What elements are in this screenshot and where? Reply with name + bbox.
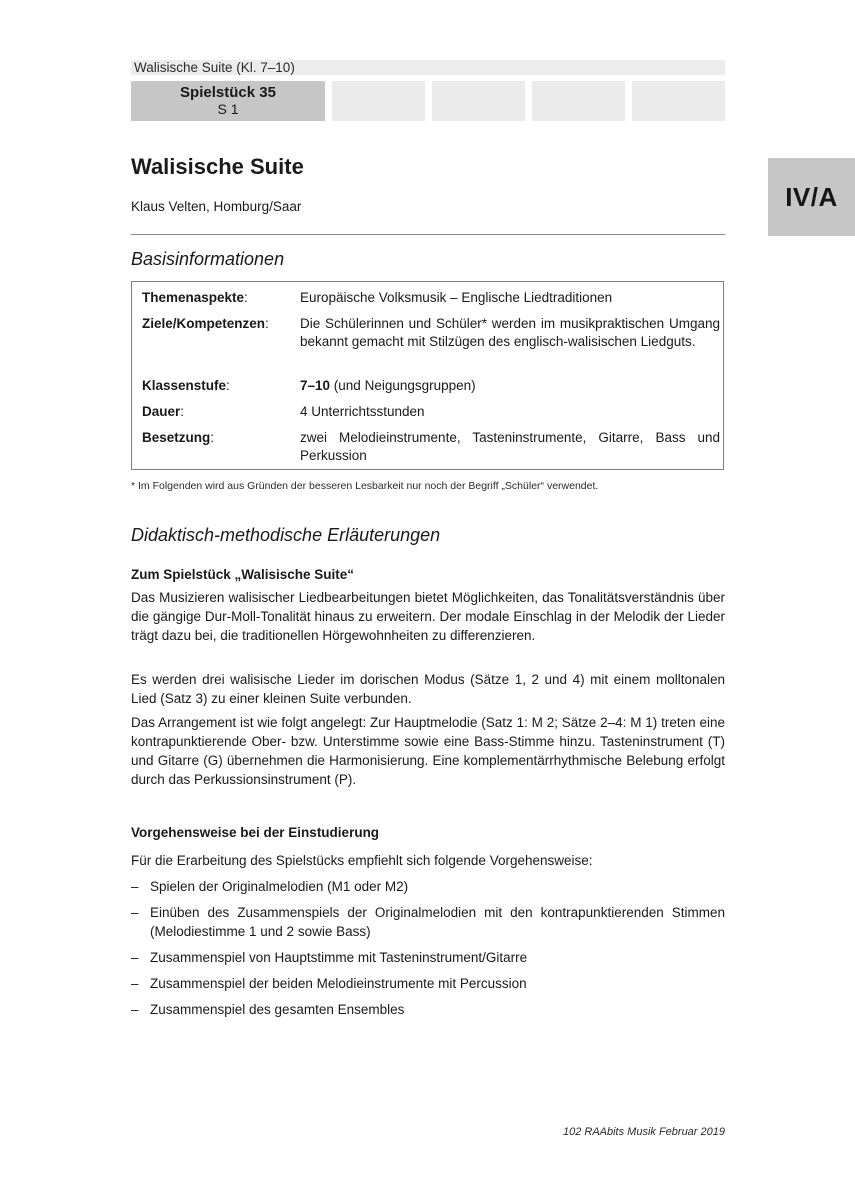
info-label: Dauer xyxy=(142,404,181,419)
paragraph: Das Arrangement ist wie folgt angelegt: Zur Hauptmelodie (Satz 1: M 2; Sätze 2–4: M 1) treten eine kontrapunktierende Ober- bzw. Unterstimme sowie eine Bass-Stimme hinzu. Tasteninstrument (T) und Gitarre (G) übernehmen die Harmonisierung. Eine komplementärrhythmische Belebung erfolgt durch das Perkussionsinstrument (P). xyxy=(131,715,725,787)
info-value: 7–10 (und Neigungsgruppen) xyxy=(300,378,476,393)
list-item: – Zusammenspiel der beiden Melodieinstrumente mit Percussion xyxy=(131,976,527,991)
info-value: Die Schülerinnen und Schüler* werden im musikpraktischen Umgang bekannt gemacht mit Stilzügen des englisch-walisischen Liedguts. xyxy=(300,316,720,349)
tab-sublabel: S 1 xyxy=(217,101,239,117)
info-label: Ziele/Kompetenzen xyxy=(142,316,266,331)
list-item: – Zusammenspiel von Hauptstimme mit Tasteninstrument/Gitarre xyxy=(131,950,528,965)
subheading-vorgehen: Vorgehensweise bei der Einstudierung xyxy=(131,825,380,840)
author: Klaus Velten, Homburg/Saar xyxy=(131,199,302,214)
running-head: Walisische Suite (Kl. 7–10) xyxy=(131,60,725,75)
tab-row xyxy=(131,81,725,121)
list-item: – Spielen der Originalmelodien (M1 oder M2) xyxy=(131,879,409,894)
info-box: Themenaspekte: Europäische Volksmusik – Englische Liedtraditionen Ziele/Kompetenzen: Die Schülerinnen und Schüler* werden im musikpraktischen Umgang bekannt gemacht mit Stilzügen des englisch-walisischen Liedguts. Klassenstufe: 7–10 (und Neigungsgruppen) Dauer: 4 Unterrichtsstunden Besetzung: zwei Melodieinstrumente, Tasteninstrumente, Gitarre, Bass und Perkussion xyxy=(131,281,724,470)
list-item: – Einüben des Zusammenspiels der Originalmelodien mit den kontrapunktierenden Stimmen (Melodiestimme 1 und 2 sowie Bass) xyxy=(131,905,725,939)
tab-empty xyxy=(532,81,625,121)
tab-empty xyxy=(432,81,525,121)
subheading-spielstueck: Zum Spielstück „Walisische Suite“ xyxy=(131,567,355,582)
info-value: 4 Unterrichtsstunden xyxy=(300,404,425,419)
info-label: Klassenstufe xyxy=(142,378,227,393)
tab-empty xyxy=(632,81,725,121)
tab-empty xyxy=(332,81,425,121)
info-label: Besetzung xyxy=(142,430,211,445)
paragraph: Es werden drei walisische Lieder im dorischen Modus (Sätze 1, 2 und 4) mit einem molltonalen Lied (Satz 3) zu einer kleinen Suite verbunden. xyxy=(131,672,725,706)
info-value: zwei Melodieinstrumente, Tasteninstrumente, Gitarre, Bass und Perkussion xyxy=(300,430,720,463)
info-label: Themenaspekte xyxy=(142,290,245,305)
tab-spielstueck xyxy=(131,81,325,121)
side-tab: IV/A xyxy=(768,158,855,236)
info-value: Europäische Volksmusik – Englische Liedtraditionen xyxy=(300,290,613,305)
section-title-didaktik: Didaktisch-methodische Erläuterungen xyxy=(131,525,441,545)
paragraph: Für die Erarbeitung des Spielstücks empfiehlt sich folgende Vorgehensweise: xyxy=(131,853,593,868)
tab-label: Spielstück 35 xyxy=(180,84,276,101)
paragraph: Das Musizieren walisischer Liedbearbeitungen bietet Möglichkeiten, das Tonalitätsverständnis über die gängige Dur-Moll-Tonalität hinaus zu erweitern. Der modale Einschlag in der Melodik der Lieder trägt dazu bei, die traditionellen Hörgewohnheiten zu differenzieren. xyxy=(131,590,725,643)
divider xyxy=(131,234,725,235)
list-item: – Zusammenspiel des gesamten Ensembles xyxy=(131,1002,405,1017)
section-title-basis: Basisinformationen xyxy=(131,249,285,269)
page-footer: 102 RAAbits Musik Februar 2019 xyxy=(562,1126,725,1138)
footnote: * Im Folgenden wird aus Gründen der besseren Lesbarkeit nur noch der Begriff „Schüler“ verwendet. xyxy=(131,480,599,492)
steps-list xyxy=(131,877,725,1019)
page-title: Walisische Suite xyxy=(131,154,304,179)
